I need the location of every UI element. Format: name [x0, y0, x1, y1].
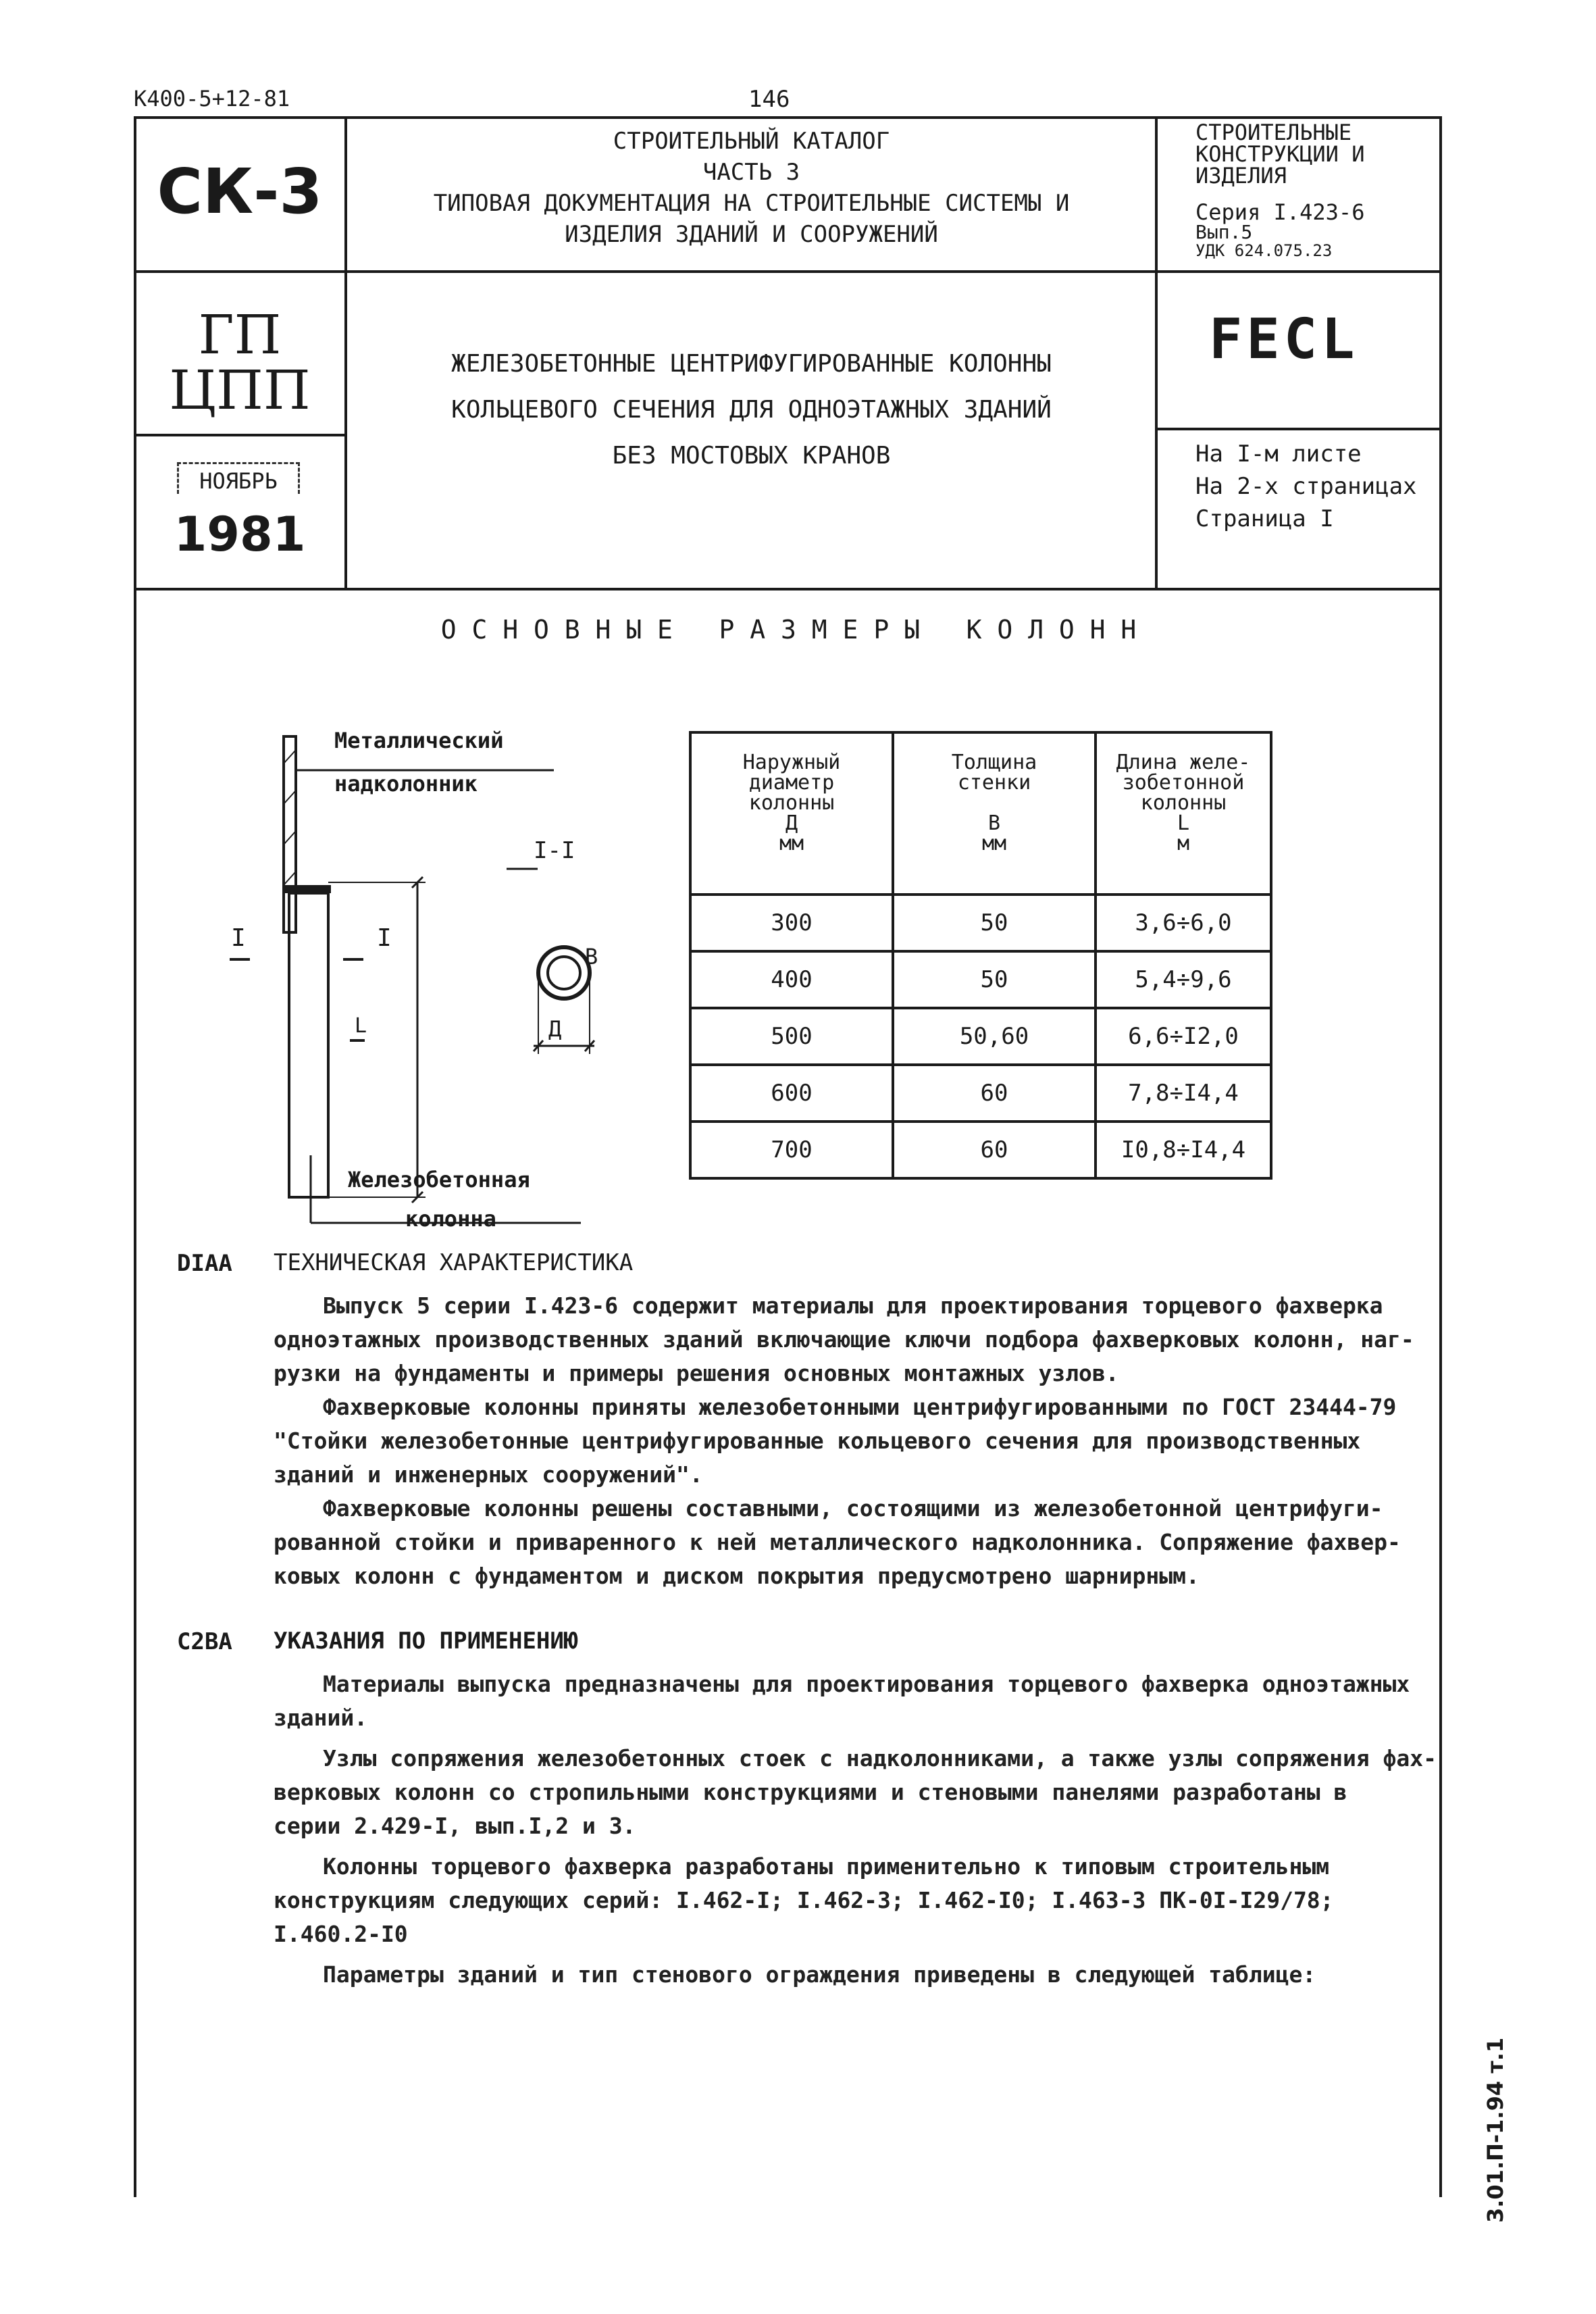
catalog-line-3: ТИПОВАЯ ДОКУМЕНТАЦИЯ НА СТРОИТЕЛЬНЫЕ СИСТЕМЫ И: [433, 190, 1070, 217]
category-line-1: СТРОИТЕЛЬНЫЕ: [1195, 120, 1352, 145]
document-title: [348, 341, 1155, 479]
sec1-line-4: Фахверковые колонны приняты железобетонными центрифугированными по ГОСТ 23444-79: [323, 1394, 1397, 1420]
table-row: 300 50 3,6÷6,0: [690, 895, 1271, 951]
cut-mark-right: I: [377, 924, 392, 952]
sec2-line-4: верковых колонн со стропильными конструкциями и стеновыми панелями разработаны в: [274, 1779, 1347, 1805]
org-line-1: ГП: [198, 303, 282, 366]
concrete-column: [289, 893, 328, 1197]
ring-section-outer: [538, 947, 590, 999]
sheet-info: [1195, 438, 1417, 535]
category-block: [1195, 122, 1364, 259]
section-2-code: C2BA: [177, 1628, 232, 1655]
sec2-line-5: серии 2.429-I, вып.I,2 и 3.: [274, 1813, 636, 1839]
sec1-line-7: Фахверковые колонны решены составными, состоящими из железобетонной центрифуги-: [323, 1495, 1383, 1521]
sec2-line-9: Параметры зданий и тип стенового ограждения приведены в следующей таблице:: [323, 1961, 1316, 1988]
year-stamp: 1981: [174, 507, 306, 562]
catalog-title: [348, 126, 1155, 250]
title-line-1: ЖЕЛЕЗОБЕТОННЫЕ ЦЕНТРИФУГИРОВАННЫЕ КОЛОННЫ: [451, 350, 1052, 378]
issue-label: Вып.5: [1195, 221, 1253, 243]
title-line-3: БЕЗ МОСТОВЫХ КРАНОВ: [612, 442, 891, 470]
org-block: [135, 303, 344, 422]
sec2-line-7: конструкциям следующих серий: I.462-I; I.462-3; I.462-I0; I.463-3 ПК-0I-I29/78;: [274, 1887, 1334, 1913]
section-label: I-I: [534, 837, 575, 864]
side-code: 3.01.П-1.94 т.1: [1483, 2037, 1508, 2223]
sec1-line-1: Выпуск 5 серии I.423-6 содержит материалы для проектирования торцевого фахверка: [323, 1292, 1383, 1319]
sec1-line-6: зданий и инженерных сооружений".: [274, 1461, 703, 1488]
doc-code: К400-5+12-81: [134, 86, 290, 111]
sec1-line-8: рованной стойки и приваренного к ней металлического надколонника. Сопряжение фахвер-: [274, 1529, 1401, 1555]
series-label: Серия I.423-6: [1195, 199, 1365, 225]
sec2-line-6: Колонны торцевого фахверка разработаны применительно к типовым строительным: [323, 1853, 1330, 1880]
label-metal-cap-2: надколонник: [334, 771, 478, 797]
frame-col1: [344, 116, 347, 588]
title-line-2: КОЛЬЦЕВОГО СЕЧЕНИЯ ДЛЯ ОДНОЭТАЖНЫХ ЗДАНИЙ: [451, 396, 1052, 424]
frame-top: [134, 116, 1441, 119]
frame-row1: [134, 270, 1441, 273]
label-metal-cap-1: Металлический: [334, 728, 504, 753]
wall-mark: В: [585, 944, 598, 970]
sec2-line-1: Материалы выпуска предназначены для проектирования торцевого фахверка одноэтажных: [323, 1671, 1410, 1697]
length-mark: L: [355, 1014, 367, 1038]
month-stamp: НОЯБРЬ: [177, 462, 300, 494]
section-2-title: УКАЗАНИЯ ПО ПРИМЕНЕНИЮ: [274, 1628, 578, 1655]
ring-section-inner: [548, 957, 580, 989]
section-heading: О С Н О В Н Ы Е Р А З М Е Р Ы К О Л О Н Н: [440, 615, 1137, 645]
header-diameter: Наружный диаметр колонны Д мм: [690, 732, 893, 895]
org-line-2: ЦПП: [169, 359, 311, 422]
fecl-code: FECL: [1209, 307, 1359, 372]
sec1-line-5: "Стойки железобетонные центрифугированные кольцевого сечения для производственных: [274, 1428, 1361, 1454]
diameter-mark: Д: [548, 1016, 562, 1042]
table-row: 500 50,60 6,6÷I2,0: [690, 1008, 1271, 1065]
section-1-code: DIAA: [177, 1250, 232, 1277]
frame-col2: [1155, 116, 1158, 588]
category-line-2: КОНСТРУКЦИИ И: [1195, 141, 1365, 167]
catalog-line-4: ИЗДЕЛИЯ ЗДАНИЙ И СООРУЖЕНИЙ: [565, 221, 938, 248]
label-column-2: колонна: [405, 1206, 496, 1232]
section-1-title: ТЕХНИЧЕСКАЯ ХАРАКТЕРИСТИКА: [274, 1249, 634, 1276]
sheet-line-3: Страница I: [1195, 505, 1334, 532]
sec2-line-8: I.460.2-I0: [274, 1921, 408, 1947]
cut-mark-left: I: [231, 924, 246, 952]
sheet-line-2: На 2-х страницах: [1195, 473, 1417, 500]
table-row: 700 60 I0,8÷I4,4: [690, 1122, 1271, 1178]
table-header-row: [690, 732, 1271, 895]
catalog-line-2: ЧАСТЬ 3: [702, 159, 800, 186]
sec2-line-3: Узлы сопряжения железобетонных стоек с надколонниками, а также узлы сопряжения фах-: [323, 1745, 1437, 1771]
header-length: Длина желе- зобетонной колонны L м: [1096, 732, 1271, 895]
catalog-line-1: СТРОИТЕЛЬНЫЙ КАТАЛОГ: [613, 128, 890, 155]
sec1-line-9: ковых колонн с фундаментом и диском покрытия предусмотрено шарнирным.: [274, 1563, 1200, 1589]
frame-org-split: [134, 434, 344, 436]
frame-fecl-split: [1155, 428, 1441, 430]
frame-left: [134, 116, 136, 2197]
category-line-3: ИЗДЕЛИЯ: [1195, 163, 1287, 188]
sec2-line-2: зданий.: [274, 1705, 368, 1731]
sheet-line-1: На I-м листе: [1195, 441, 1362, 468]
header-wall: Толщина стенки В мм: [893, 732, 1096, 895]
page-number: 146: [748, 86, 790, 113]
table-row: 600 60 7,8÷I4,4: [690, 1065, 1271, 1122]
table-row: 400 50 5,4÷9,6: [690, 951, 1271, 1008]
udk-label: УДК 624.075.23: [1195, 241, 1333, 260]
frame-row2: [134, 588, 1441, 590]
sec1-line-2: одноэтажных производственных зданий включающие ключи подбора фахверковых колонн, наг-: [274, 1326, 1414, 1353]
label-column-1: Железобетонная: [348, 1167, 530, 1192]
column-diagram: [203, 723, 648, 1243]
catalog-code: СК-3: [157, 155, 323, 228]
sec1-line-3: рузки на фундаменты и примеры решения основных монтажных узлов.: [274, 1360, 1119, 1386]
dimensions-table: [689, 731, 1272, 1180]
